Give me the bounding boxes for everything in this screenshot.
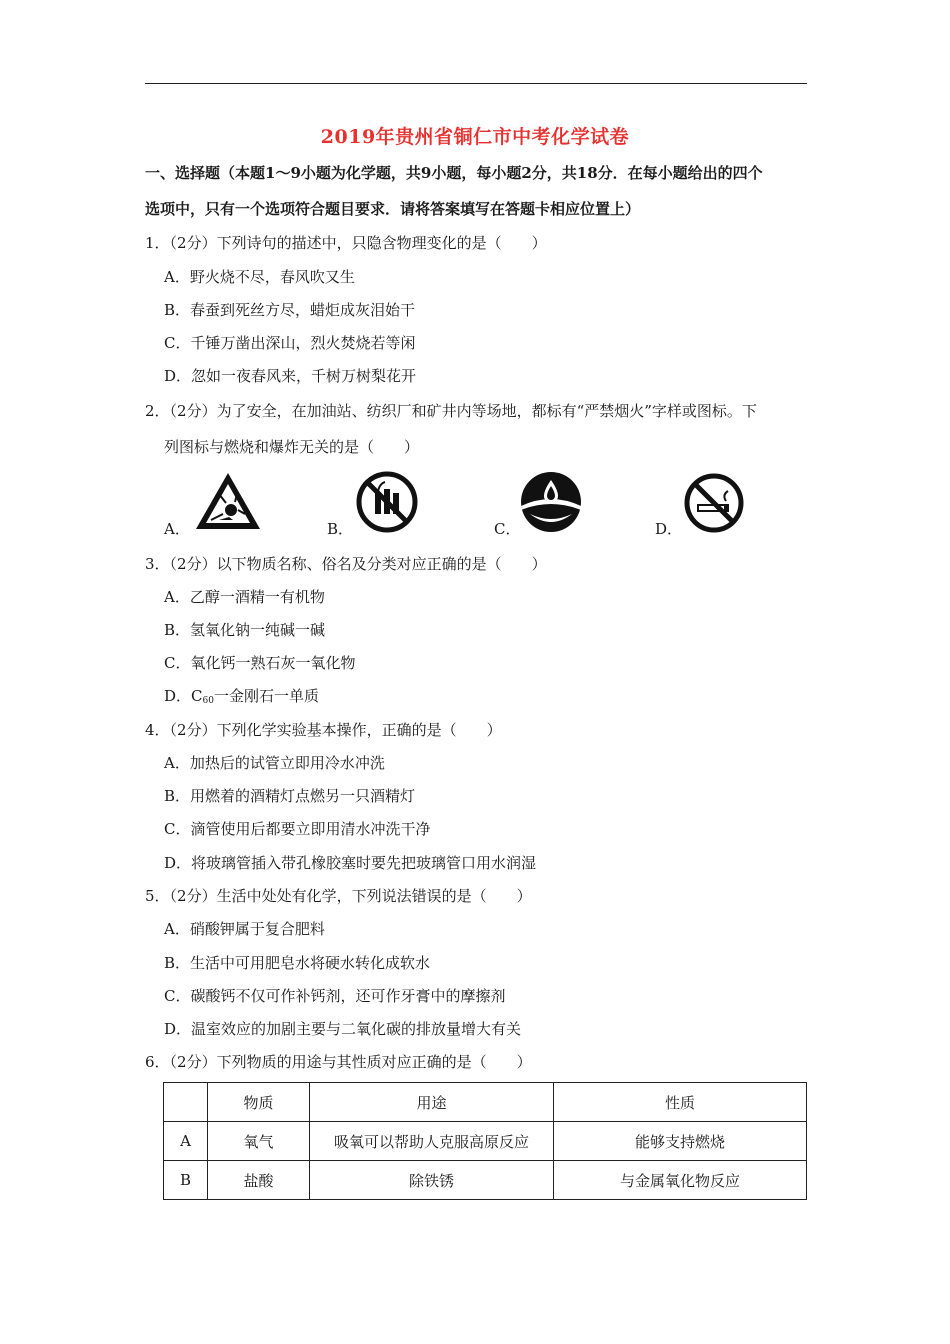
question-3-option-d [164,685,319,712]
question-1-option-a: A．野火烧不尽，春风吹又生 [164,268,355,286]
water-saving-icon [518,470,584,534]
question-3-option-b: B．氢氧化钠一纯碱一碱 [164,621,326,639]
table-header-cell: 用途 [310,1083,554,1122]
page-title: 2019年贵州省铜仁市中考化学试卷 [320,126,630,148]
question-6-table [163,1082,807,1200]
header-rule [145,83,807,84]
table-cell: B [164,1161,208,1200]
table-cell: 氧气 [208,1122,310,1161]
table-cell: 吸氧可以帮助人克服高原反应 [310,1122,554,1161]
explosive-warning-icon [193,470,263,532]
question-2-stem-line2: 列图标与燃烧和爆炸无关的是（ ） [164,438,420,456]
option-d-prefix: D．C [164,687,203,705]
table-cell: 能够支持燃烧 [554,1122,807,1161]
no-smoking-icon [682,471,746,535]
question-2-option-b-label: B． [327,520,354,538]
question-4-option-d: D．将玻璃管插入带孔橡胶塞时要先把玻璃管口用水润湿 [164,854,537,872]
no-firecrackers-icon [355,470,419,534]
question-6-stem: 6．（2分）下列物质的用途与其性质对应正确的是（ ） [145,1053,532,1071]
question-4-option-a: A．加热后的试管立即用冷水冲洗 [164,754,385,772]
question-2-option-d-label: D． [655,520,683,538]
subscript-60: 60 [202,696,214,706]
question-4-option-c: C．滴管使用后都要立即用清水冲洗干净 [164,820,431,838]
question-5-option-a: A．硝酸钾属于复合肥料 [164,920,325,938]
table-row [164,1122,807,1161]
table-cell: 盐酸 [208,1161,310,1200]
table-header-cell [164,1083,208,1122]
question-2-option-c-label: C． [494,520,521,538]
section-heading-line1: 一、选择题（本题1～9小题为化学题，共9小题，每小题2分，共18分．在每小题给出的四个 [145,164,763,182]
table-header-row [164,1083,807,1122]
table-header-cell: 物质 [208,1083,310,1122]
question-5-stem: 5．（2分）生活中处处有化学，下列说法错误的是（ ） [145,887,532,905]
question-5-option-d: D．温室效应的加剧主要与二氧化碳的排放量增大有关 [164,1020,522,1038]
table-header-cell: 性质 [554,1083,807,1122]
option-d-suffix: 一金刚石一单质 [213,687,319,705]
question-3-stem: 3．（2分）以下物质名称、俗名及分类对应正确的是（ ） [145,555,547,573]
question-4-stem: 4．（2分）下列化学实验基本操作，正确的是（ ） [145,721,502,739]
question-1-option-c: C．千锤万凿出深山，烈火焚烧若等闲 [164,334,416,352]
question-3-option-c: C．氧化钙一熟石灰一氧化物 [164,654,356,672]
question-5-option-b: B．生活中可用肥皂水将硬水转化成软水 [164,954,431,972]
question-4-option-b: B．用燃着的酒精灯点燃另一只酒精灯 [164,787,416,805]
question-5-option-c: C．碳酸钙不仅可作补钙剂，还可作牙膏中的摩擦剂 [164,987,506,1005]
question-1-option-b: B．春蚕到死丝方尽，蜡炬成灰泪始干 [164,301,416,319]
question-1-option-d: D．忽如一夜春风来，千树万树梨花开 [164,367,417,385]
table-cell: A [164,1122,208,1161]
question-2-option-a-label: A． [164,520,190,538]
question-2-stem-line1: 2．（2分）为了安全，在加油站、纺织厂和矿井内等场地，都标有“严禁烟火”字样或图标。下 [145,402,757,420]
table-row [164,1161,807,1200]
section-heading-line2: 选项中，只有一个选项符合题目要求．请将答案填写在答题卡相应位置上） [145,200,641,218]
table-cell: 除铁锈 [310,1161,554,1200]
question-3-option-a: A．乙醇一酒精一有机物 [164,588,325,606]
question-1-stem: 1．（2分）下列诗句的描述中，只隐含物理变化的是（ ） [145,234,547,252]
table-cell: 与金属氧化物反应 [554,1161,807,1200]
